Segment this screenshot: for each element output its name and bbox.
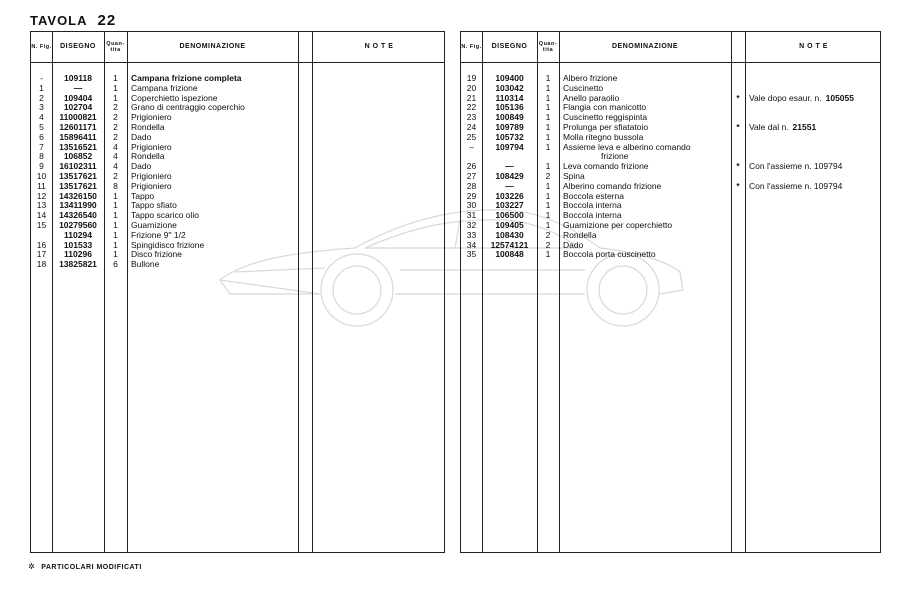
row-quantity: 2 — [545, 239, 551, 250]
table-row — [31, 241, 444, 251]
row-denominazione: Boccola esterna — [563, 190, 624, 201]
row-fig: 6 — [39, 131, 44, 142]
row-quantity: 2 — [113, 112, 118, 123]
row-quantity: 1 — [545, 102, 551, 113]
modified-star-icon: * — [736, 92, 740, 103]
row-disegno: 15896411 — [59, 131, 97, 142]
row-disegno: 102704 — [63, 102, 93, 113]
row-disegno: 11000821 — [59, 112, 97, 123]
table-row — [31, 143, 444, 153]
row-denominazione: Disco frizione — [131, 249, 183, 260]
row-fig: 3 — [39, 102, 44, 113]
row-quantity: 1 — [113, 73, 118, 83]
row-fig: 29 — [466, 190, 477, 201]
col-header-fig: N. Fig. — [31, 44, 52, 50]
row-disegno: — — [505, 161, 514, 172]
row-note-wrap — [749, 123, 816, 133]
row-disegno: 109405 — [495, 219, 524, 230]
footnote — [28, 562, 142, 571]
row-denominazione: Cuscinetto — [563, 82, 604, 93]
row-fig: 34 — [466, 239, 477, 250]
row-denominazione: Anello paraolio — [563, 92, 620, 103]
row-note-wrap — [749, 94, 854, 104]
row-quantity: 1 — [545, 190, 551, 201]
modified-star-icon: * — [736, 121, 740, 132]
row-disegno: 109794 — [495, 141, 524, 152]
row-denominazione: Tappo scarico olio — [131, 210, 200, 221]
row-fig: 8 — [39, 151, 44, 162]
row-disegno: 105732 — [495, 131, 524, 142]
row-fig: – — [469, 141, 474, 152]
row-disegno: — — [505, 180, 514, 191]
col-header-quantita: Quan- tita — [106, 41, 125, 53]
row-disegno: 110314 — [495, 92, 524, 103]
row-quantity: 4 — [113, 161, 118, 172]
row-note-number: 105055 — [825, 92, 854, 103]
row-denominazione: Rondella — [131, 121, 165, 132]
row-fig: 10 — [36, 170, 47, 181]
row-fig: 15 — [36, 219, 47, 230]
row-disegno: 13517621 — [59, 170, 97, 181]
row-quantity: 1 — [113, 229, 118, 240]
row-disegno: 16102311 — [59, 161, 97, 172]
row-fig: 22 — [466, 102, 477, 113]
row-denominazione: Spina — [563, 170, 585, 181]
row-denominazione: Leva comando frizione — [563, 161, 649, 172]
row-quantity: 1 — [113, 200, 118, 211]
row-quantity: 6 — [113, 259, 118, 270]
footnote-text: PARTICOLARI MODIFICATI — [41, 564, 142, 571]
row-disegno: 100848 — [495, 249, 524, 260]
row-fig: 20 — [466, 82, 477, 93]
row-fig: 21 — [466, 92, 477, 103]
row-disegno: 109118 — [64, 73, 92, 83]
row-disegno: 108429 — [495, 170, 524, 181]
row-quantity: 1 — [545, 180, 551, 191]
row-denominazione: Albero frizione — [563, 73, 618, 83]
row-fig: 17 — [36, 249, 47, 260]
col-header-fig: N. Fig. — [461, 44, 482, 50]
row-denominazione: Dado — [131, 161, 152, 172]
row-fig: 13 — [36, 200, 47, 211]
row-quantity: 4 — [113, 141, 118, 152]
row-fig: 7 — [39, 141, 44, 152]
row-disegno: 13411990 — [59, 200, 97, 211]
row-fig: 11 — [37, 180, 46, 191]
row-fig: 23 — [466, 112, 477, 123]
page-title — [30, 12, 116, 29]
row-fig: 4 — [39, 112, 44, 123]
col-header-denominazione: DENOMINAZIONE — [179, 43, 246, 50]
row-quantity: 1 — [545, 92, 551, 103]
right-rows — [461, 74, 880, 260]
row-denominazione: Campana frizione completa — [131, 73, 242, 83]
row-denominazione: Rondella — [131, 151, 165, 162]
row-disegno: 109404 — [63, 92, 93, 103]
title-number: 22 — [97, 12, 117, 29]
row-quantity: 1 — [113, 210, 118, 221]
col-header-note: N O T E — [799, 43, 828, 50]
row-denominazione: Guarnizione — [131, 219, 177, 230]
row-denominazione: Boccola porta cuscinetto — [563, 249, 656, 260]
row-fig: 26 — [466, 161, 477, 172]
row-disegno: 110294 — [64, 229, 92, 240]
row-fig: 1 — [39, 82, 44, 93]
row-denominazione: Spingidisco frizione — [131, 239, 205, 250]
row-fig: 33 — [466, 229, 477, 240]
row-quantity: 1 — [545, 249, 551, 260]
row-disegno: 106500 — [495, 210, 524, 221]
row-denominazione: Molla ritegno bussola — [563, 131, 644, 142]
title-label: TAVOLA — [30, 13, 88, 28]
row-disegno: 105136 — [495, 102, 524, 113]
row-fig: 18 — [36, 259, 47, 270]
row-quantity: 1 — [113, 82, 118, 93]
row-quantity: 1 — [545, 141, 551, 152]
table-row — [31, 231, 444, 241]
col-header-disegno: DISEGNO — [491, 43, 528, 50]
row-fig: 35 — [466, 249, 477, 260]
row-quantity: 2 — [113, 131, 118, 142]
col-header-disegno: DISEGNO — [60, 43, 96, 50]
row-disegno: 12574121 — [490, 239, 529, 250]
row-disegno: 103042 — [495, 82, 524, 93]
modified-star-icon: * — [736, 161, 740, 172]
row-quantity: 1 — [545, 210, 551, 221]
row-quantity: 1 — [545, 200, 551, 211]
table-row — [31, 221, 444, 231]
row-disegno: 110296 — [64, 249, 92, 260]
row-disegno: 101533 — [63, 239, 93, 250]
row-fig: 32 — [466, 219, 477, 230]
row-denominazione: Frizione 9'' 1/2 — [131, 229, 186, 240]
row-fig: 31 — [466, 210, 477, 221]
row-quantity: 1 — [113, 239, 118, 250]
row-denominazione: Boccola interna — [563, 200, 622, 211]
row-fig: 16 — [36, 239, 47, 250]
row-denominazione: Alberino comando frizione — [563, 180, 662, 191]
row-disegno: 13825821 — [59, 259, 97, 270]
row-disegno: 103226 — [495, 190, 524, 201]
row-disegno: 108430 — [495, 229, 524, 240]
row-disegno: — — [73, 82, 83, 93]
row-denominazione: Guarnizione per coperchietto — [563, 219, 673, 230]
row-quantity: 1 — [545, 121, 551, 132]
row-fig: 5 — [39, 121, 44, 132]
footnote-star-icon: ✲ — [28, 562, 36, 571]
row-quantity: 1 — [545, 131, 551, 142]
row-quantity: 1 — [113, 92, 118, 103]
row-fig: 9 — [39, 161, 44, 172]
col-header-quantita: Quan- tita — [538, 41, 558, 53]
row-quantity: 1 — [113, 219, 118, 230]
row-disegno: 109400 — [495, 73, 524, 83]
row-fig: 14 — [36, 210, 47, 221]
row-disegno: 10279560 — [59, 219, 97, 230]
row-denominazione: Dado — [563, 239, 584, 250]
table-row — [31, 260, 444, 270]
row-quantity: 4 — [113, 151, 118, 162]
row-note: Vale dal n. — [749, 121, 789, 132]
row-disegno: 106852 — [63, 151, 93, 162]
table-row — [461, 143, 880, 153]
left-rows — [31, 74, 444, 270]
row-note-number: 21551 — [792, 121, 817, 132]
table-row — [31, 84, 444, 94]
row-quantity: 1 — [545, 112, 551, 123]
row-denominazione: frizione — [601, 151, 629, 162]
row-denominazione: Prigioniero — [131, 180, 172, 191]
row-quantity: 2 — [545, 229, 551, 240]
row-denominazione: Prigioniero — [131, 170, 172, 181]
row-disegno: 14326150 — [59, 190, 97, 201]
row-disegno: 103227 — [495, 200, 524, 211]
table-row — [461, 250, 880, 260]
row-denominazione: Cuscinetto reggispinta — [563, 112, 648, 123]
row-fig: 2 — [39, 92, 44, 103]
row-quantity: 2 — [545, 170, 551, 181]
modified-star-icon: * — [736, 180, 740, 191]
row-disegno: 13516521 — [59, 141, 97, 152]
row-denominazione: Prolunga per sfiatatoio — [563, 121, 649, 132]
row-denominazione: Tappo sfiato — [131, 200, 177, 211]
row-disegno: 109789 — [495, 121, 524, 132]
row-denominazione: Boccola interna — [563, 210, 622, 221]
row-fig: 25 — [466, 131, 477, 142]
row-quantity: 1 — [545, 219, 551, 230]
col-header-denominazione: DENOMINAZIONE — [612, 43, 678, 50]
row-denominazione: Grano di centraggio coperchio — [131, 102, 245, 113]
row-note: Con l'assieme n. 109794 — [749, 161, 843, 172]
row-quantity: 1 — [545, 161, 551, 172]
row-fig: 19 — [466, 73, 477, 83]
row-quantity: 2 — [113, 170, 118, 181]
row-denominazione: Assieme leva e alberino comando — [563, 141, 691, 152]
row-quantity: 2 — [113, 102, 118, 113]
row-fig: 28 — [466, 180, 477, 191]
col-header-note: N O T E — [364, 43, 394, 50]
row-denominazione: Dado — [131, 131, 152, 142]
row-quantity: 1 — [545, 82, 551, 93]
row-fig: 12 — [36, 190, 47, 201]
row-quantity: 1 — [545, 73, 551, 83]
row-denominazione: Flangia con manicotto — [563, 102, 647, 113]
row-quantity: 2 — [113, 121, 118, 132]
row-note: Con l'assieme n. 109794 — [749, 180, 843, 191]
table-row — [31, 74, 444, 84]
row-fig: 24 — [466, 121, 477, 132]
row-disegno: 13517621 — [59, 180, 97, 191]
row-note: Vale dopo esaur. n. — [749, 92, 822, 103]
parts-table-left — [30, 31, 445, 553]
row-denominazione: Rondella — [563, 229, 597, 240]
row-denominazione: Prigioniero — [131, 112, 172, 123]
row-quantity: 8 — [113, 180, 118, 191]
row-denominazione: Tappo — [131, 190, 155, 201]
row-quantity: 1 — [113, 190, 118, 201]
row-disegno: 12601171 — [59, 121, 97, 132]
parts-table-right — [460, 31, 881, 553]
row-disegno: 14326540 — [59, 210, 97, 221]
row-fig: 30 — [466, 200, 477, 211]
row-fig: - — [40, 73, 43, 83]
row-denominazione: Campana frizione — [131, 82, 198, 93]
row-denominazione: Coperchietto ispezione — [131, 92, 218, 103]
row-denominazione: Prigioniero — [131, 141, 172, 152]
row-fig: 27 — [466, 170, 477, 181]
row-denominazione: Bullone — [131, 259, 160, 270]
row-quantity: 1 — [113, 249, 118, 260]
row-disegno: 100849 — [495, 112, 524, 123]
